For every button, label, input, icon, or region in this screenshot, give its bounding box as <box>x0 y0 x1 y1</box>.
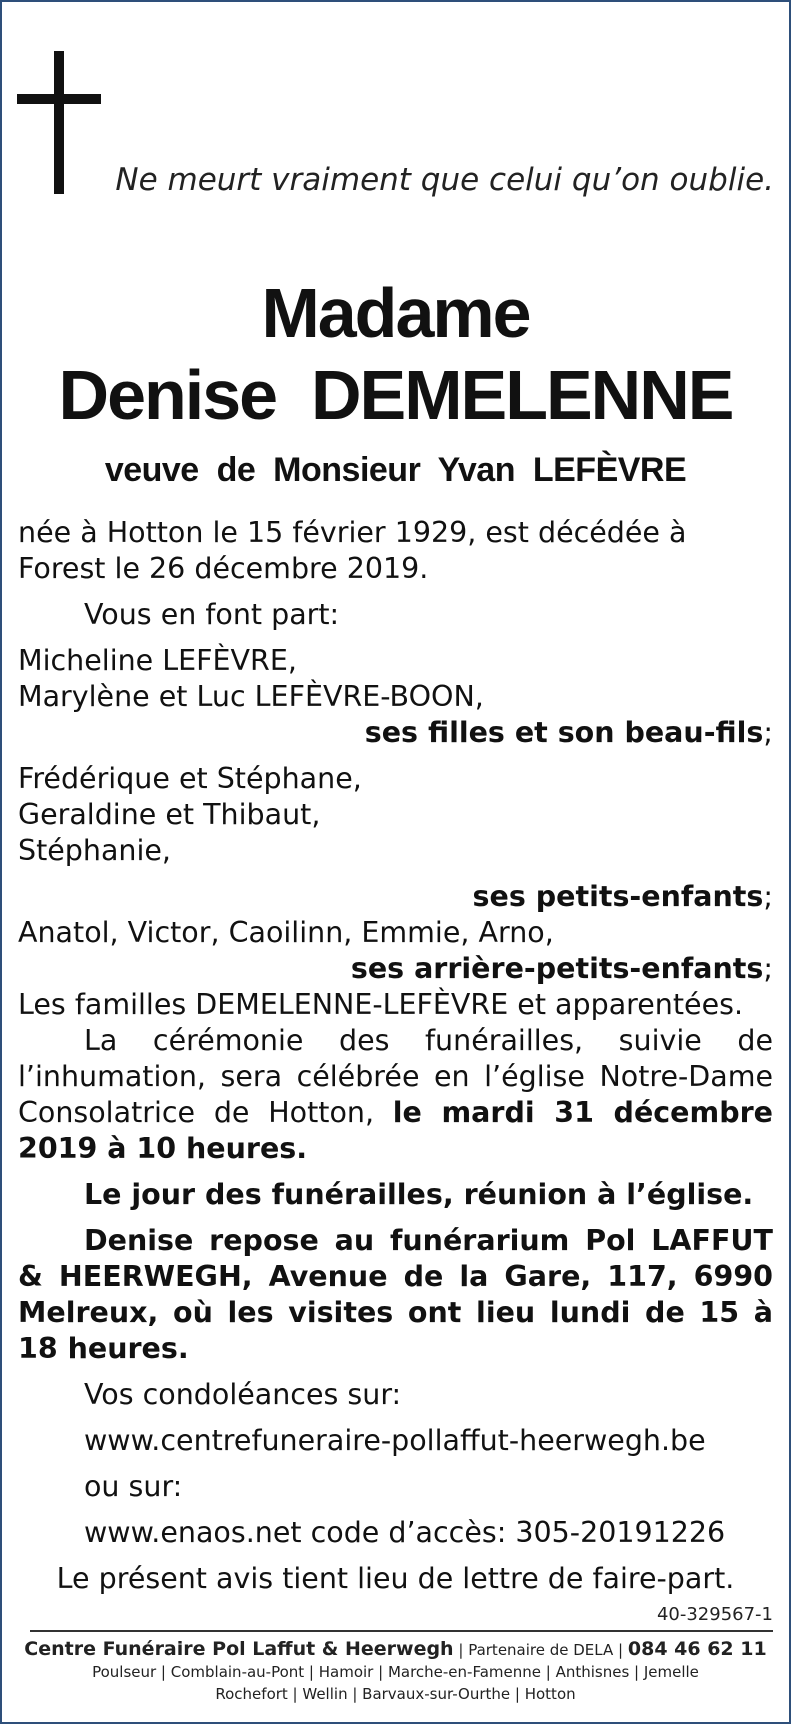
website-1[interactable]: www.centrefuneraire-pollaffut-heerwegh.be <box>84 1424 706 1457</box>
daughter-1: Micheline LEFÈVRE, <box>18 644 297 677</box>
footer-company: Centre Funéraire Pol Laffut & Heerwegh <box>24 1638 454 1660</box>
condolences-label: Vos condoléances sur: <box>84 1378 402 1411</box>
grandchild-1: Frédérique et Stéphane, <box>18 762 362 795</box>
ceremony-date: le mardi 31 décembre 2019 à 10 heures. <box>18 1096 773 1165</box>
daughter-2: Marylène et Luc LEFÈVRE-BOON, <box>18 680 484 713</box>
meeting: Le jour des funérailles, réunion à l’église. <box>84 1178 754 1211</box>
notice: Le présent avis tient lieu de lettre de faire-part. <box>56 1562 735 1595</box>
separator: ; <box>763 716 773 749</box>
website-2[interactable]: www.enaos.net code d’accès: 305-20191226 <box>84 1516 726 1549</box>
footer-company-line: Centre Funéraire Pol Laffut & Heerwegh | Partenaire de DELA | 084 46 62 11 <box>24 1638 767 1660</box>
birth-death: née à Hotton le 15 février 1929, est décédée à Forest le 26 décembre 2019. <box>18 516 687 585</box>
great-grandchildren-label-line <box>18 951 773 987</box>
great-grandchildren-label: ses arrière-petits-enfants <box>350 952 764 985</box>
announce: Vous en font part: <box>84 598 340 631</box>
grandchild-2: Geraldine et Thibaut, <box>18 798 321 831</box>
daughters-label: ses filles et son beau-fils <box>364 716 764 749</box>
notice-body <box>18 515 773 1597</box>
separator: ; <box>763 952 773 985</box>
title: Madame <box>261 274 530 352</box>
grandchildren-label: ses petits-enfants <box>472 880 764 913</box>
reference-number: 40-329567-1 <box>656 1604 773 1625</box>
motto: Ne meurt vraiment que celui qu’on oublie. <box>115 162 774 198</box>
separator: ; <box>763 880 773 913</box>
repose: Denise repose au funérarium Pol LAFFUT & HEERWEGH, Avenue de la Gare, 117, 6990 Melreux, où les visites ont lieu lundi de 15 à 18 heures. <box>18 1224 773 1365</box>
grandchildren-label-line <box>18 879 773 915</box>
deceased-name: Denise DEMELENNE <box>58 356 733 434</box>
families: Les familles DEMELENNE-LEFÈVRE et apparentées. <box>18 988 744 1021</box>
grandchild-3: Stéphanie, <box>18 834 171 867</box>
footer-locations-1: Poulseur | Comblain-au-Pont | Hamoir | Marche-en-Famenne | Anthisnes | Jemelle <box>92 1663 699 1681</box>
footer <box>0 1638 791 1705</box>
footer-phone: 084 46 62 11 <box>627 1638 767 1660</box>
cross-icon <box>17 51 101 194</box>
daughters-label-line <box>18 715 773 751</box>
divider <box>30 1630 773 1632</box>
ceremony-text: La cérémonie des funérailles, suivie de l’inhumation, sera célébrée en l’église Notre-Dame Consolatrice de Hotton, <box>18 1024 773 1129</box>
ceremony <box>18 1023 773 1167</box>
footer-locations-2: Rochefort | Wellin | Barvaux-sur-Ourthe | Hotton <box>215 1685 576 1703</box>
great-grandchildren: Anatol, Victor, Caoilinn, Emmie, Arno, <box>18 916 554 949</box>
widow-of: veuve de Monsieur Yvan LEFÈVRE <box>104 451 687 489</box>
footer-partner: Partenaire de DELA <box>468 1641 614 1659</box>
or-label: ou sur: <box>84 1470 183 1503</box>
